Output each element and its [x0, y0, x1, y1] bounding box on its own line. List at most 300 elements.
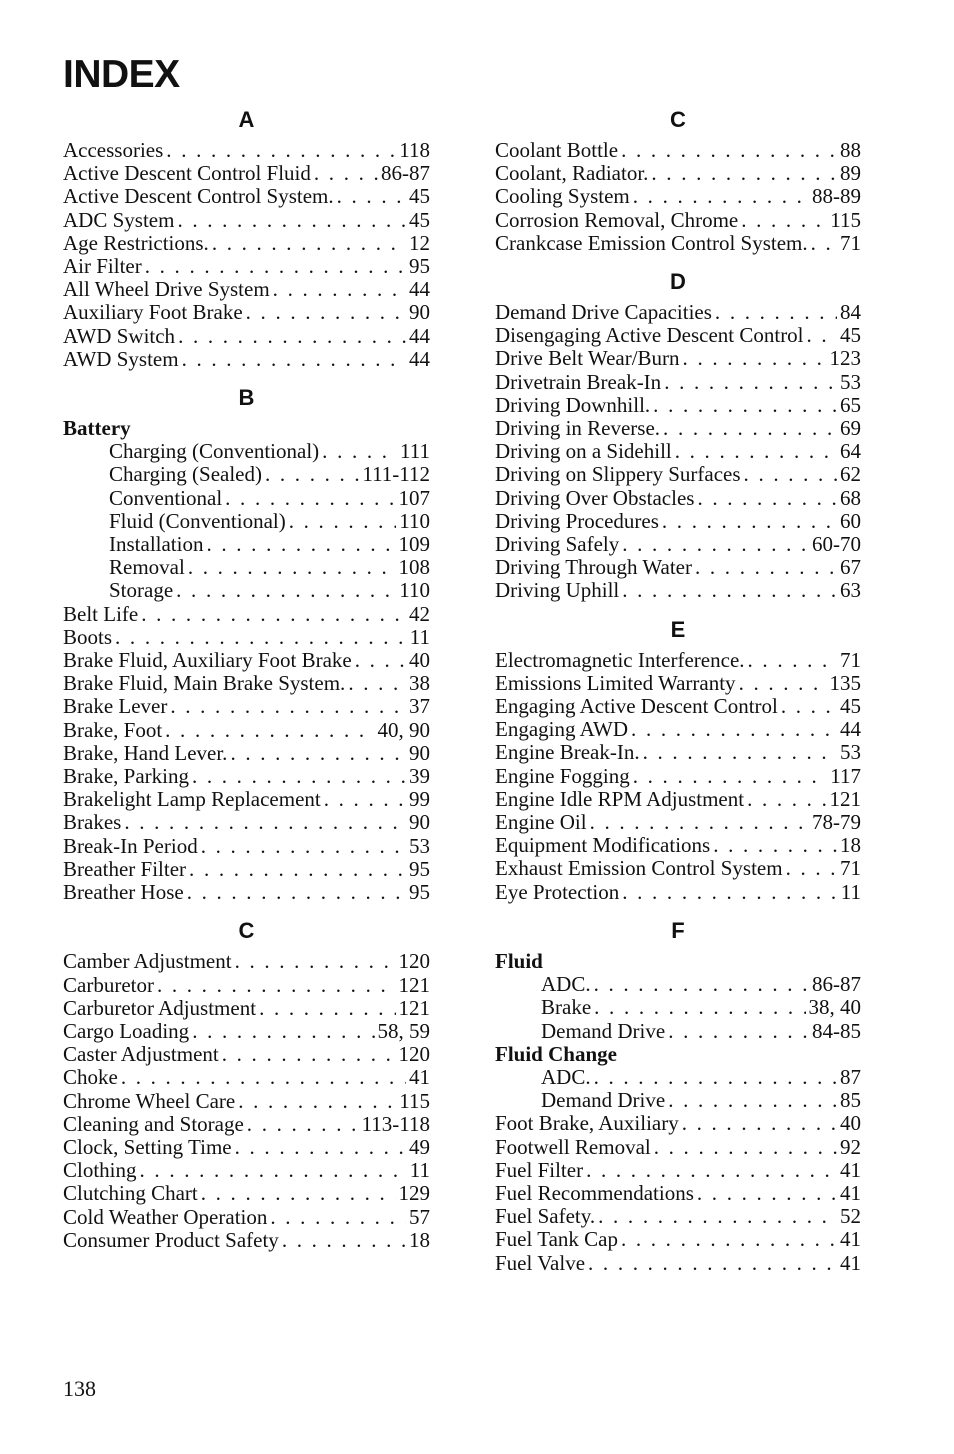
entry-page-ref: 121	[398, 972, 430, 997]
entry-page-ref: 120	[398, 1042, 430, 1067]
entry-page-ref: 84	[840, 300, 861, 325]
index-section-a	[63, 109, 430, 371]
index-entry	[63, 301, 430, 324]
entry-page-ref: 11	[840, 879, 861, 904]
index-section-e	[495, 616, 861, 904]
index-entry	[63, 719, 430, 742]
index-entry	[63, 1229, 430, 1252]
entry-page-ref: 113-118	[361, 1111, 430, 1136]
entry-term: Fuel Valve	[495, 1250, 586, 1275]
dot-leader	[668, 1020, 809, 1043]
dot-leader	[324, 788, 406, 811]
dot-leader	[590, 811, 809, 834]
dot-leader	[189, 858, 406, 881]
dot-leader	[748, 649, 837, 672]
dot-leader	[314, 162, 378, 185]
entry-page-ref: 115	[830, 207, 861, 232]
entry-term: Brake Fluid, Main Brake System.	[63, 671, 346, 696]
dot-leader	[157, 974, 396, 997]
entry-page-ref: 44	[409, 323, 430, 348]
dot-leader	[594, 1066, 837, 1089]
index-entry	[495, 556, 861, 579]
index-subentry	[63, 533, 430, 556]
dot-leader	[192, 1020, 374, 1043]
index-section-b	[63, 387, 430, 904]
index-entry	[495, 394, 861, 417]
entry-page-ref: 135	[829, 670, 861, 695]
entry-page-ref: 58, 59	[377, 1018, 430, 1043]
dot-leader	[222, 1043, 396, 1066]
dot-leader	[695, 556, 837, 579]
entry-term: Breather Filter	[63, 856, 187, 881]
entry-term: Charging (Sealed)	[109, 462, 262, 487]
entry-term: Driving Over Obstacles	[495, 485, 695, 510]
entry-term: Brake, Parking	[63, 764, 189, 789]
entry-term: Brake Lever	[63, 694, 168, 719]
index-entry	[63, 695, 430, 718]
entry-page-ref: 64	[840, 439, 861, 464]
entry-term: Clutching Chart	[63, 1181, 198, 1206]
entry-page-ref: 42	[409, 601, 430, 626]
index-entry	[63, 1182, 430, 1205]
index-entry	[63, 950, 430, 973]
dot-leader	[739, 672, 827, 695]
index-entry	[495, 765, 861, 788]
dot-leader	[675, 440, 837, 463]
entry-page-ref: 53	[409, 833, 430, 858]
index-entry	[495, 1182, 861, 1205]
index-entry	[495, 533, 861, 556]
index-entry	[495, 440, 861, 463]
index-entry	[495, 1228, 861, 1251]
entry-term: Equipment Modifications	[495, 833, 711, 858]
entry-page-ref: 45	[840, 694, 861, 719]
entry-page-ref: 123	[829, 346, 861, 371]
page-number: 138	[63, 1376, 96, 1401]
entry-page-ref: 110	[399, 578, 430, 603]
index-entry	[495, 741, 861, 764]
dot-leader	[786, 857, 837, 880]
entry-term: Driving in Reverse.	[495, 416, 661, 441]
dot-leader	[594, 973, 809, 996]
entry-page-ref: 85	[840, 1088, 861, 1113]
index-subentry	[495, 973, 861, 996]
index-subentry	[495, 1066, 861, 1089]
entry-page-ref: 11	[409, 624, 430, 649]
page-title: INDEX	[63, 53, 180, 96]
dot-leader	[663, 417, 837, 440]
index-subentry	[63, 510, 430, 533]
entry-page-ref: 71	[840, 230, 861, 255]
dot-leader	[715, 301, 837, 324]
index-entry	[495, 1136, 861, 1159]
dot-leader	[225, 487, 395, 510]
entry-term: Corrosion Removal, Chrome	[495, 207, 739, 232]
entry-term: AWD Switch	[63, 323, 176, 348]
entry-term: Foot Brake, Auxiliary	[495, 1111, 679, 1136]
index-entry	[63, 1090, 430, 1113]
index-entry	[63, 742, 430, 765]
index-entry	[495, 232, 861, 255]
entry-term: Engaging AWD	[495, 717, 629, 742]
dot-leader	[348, 672, 406, 695]
index-entry	[495, 324, 861, 347]
entry-page-ref: 86-87	[381, 161, 430, 186]
dot-leader	[176, 579, 396, 602]
entry-term: Cold Weather Operation	[63, 1204, 268, 1229]
index-entry	[63, 1020, 430, 1043]
dot-leader	[811, 232, 837, 255]
index-entry	[495, 788, 861, 811]
entry-term: Driving on a Sidehill	[495, 439, 672, 464]
entry-term: Engine Oil	[495, 810, 587, 835]
entry-term: Removal	[109, 555, 185, 580]
entry-page-ref: 69	[840, 416, 861, 441]
entry-page-ref: 88-89	[812, 184, 861, 209]
index-entry	[63, 997, 430, 1020]
entry-page-ref: 62	[840, 462, 861, 487]
index-entry	[63, 626, 430, 649]
entry-page-ref: 44	[409, 277, 430, 302]
dot-leader	[622, 533, 809, 556]
index-entry	[63, 1066, 430, 1089]
entry-page-ref: 121	[398, 995, 430, 1020]
section-letter: A	[238, 107, 255, 132]
entry-term: Charging (Conventional)	[109, 439, 320, 464]
entry-page-ref: 78-79	[812, 810, 861, 835]
dot-leader	[713, 834, 837, 857]
entry-term: Cleaning and Storage	[63, 1111, 244, 1136]
entry-page-ref: 90	[409, 300, 430, 325]
index-section-f	[495, 917, 861, 1275]
entry-term: Cooling System	[495, 184, 630, 209]
section-letter: C	[238, 918, 255, 944]
entry-term: Electromagnetic Interference.	[495, 647, 745, 672]
dot-leader	[622, 579, 837, 602]
entry-term: Choke	[63, 1065, 118, 1090]
entry-page-ref: 44	[409, 346, 430, 371]
entry-term: Carburetor Adjustment	[63, 995, 257, 1020]
entry-term: ADC System	[63, 207, 175, 232]
dot-leader	[621, 139, 837, 162]
dot-leader	[355, 649, 406, 672]
entry-page-ref: 63	[840, 578, 861, 603]
index-entry	[495, 510, 861, 533]
dot-leader	[201, 1182, 396, 1205]
index-entry	[63, 649, 430, 672]
index-entry	[63, 348, 430, 371]
entry-term: Demand Drive	[541, 1088, 666, 1113]
entry-term: Belt Life	[63, 601, 139, 626]
dot-leader	[598, 1205, 837, 1228]
index-section-d	[495, 271, 861, 603]
entry-page-ref: 41	[840, 1250, 861, 1275]
entry-term: Camber Adjustment	[63, 949, 232, 974]
entry-term: Fuel Filter	[495, 1157, 584, 1182]
entry-page-ref: 121	[829, 786, 861, 811]
index-column-right	[495, 105, 861, 1275]
dot-leader	[140, 1159, 407, 1182]
entry-page-ref: 38	[409, 671, 430, 696]
entry-page-ref: 120	[398, 949, 430, 974]
entry-term: Brake, Hand Lever.	[63, 740, 228, 765]
entry-page-ref: 90	[409, 740, 430, 765]
entry-term: Disengaging Active Descent Control	[495, 323, 804, 348]
entry-term: Installation	[109, 532, 204, 557]
entry-term: Exhaust Emission Control System	[495, 856, 783, 881]
entry-term: Coolant Bottle	[495, 138, 619, 162]
dot-leader	[235, 1136, 406, 1159]
dot-leader	[265, 463, 359, 486]
dot-leader	[188, 556, 396, 579]
entry-term: Demand Drive Capacities	[495, 300, 712, 325]
dot-leader	[230, 742, 406, 765]
entry-term: Engine Fogging	[495, 763, 630, 788]
entry-term: Brake Fluid, Auxiliary Foot Brake	[63, 648, 352, 673]
entry-term: Storage	[109, 578, 174, 603]
entry-page-ref: 95	[409, 880, 430, 905]
entry-term: Caster Adjustment	[63, 1042, 219, 1067]
entry-page-ref: 40, 90	[377, 717, 430, 742]
entry-page-ref: 41	[840, 1157, 861, 1182]
dot-leader	[633, 765, 828, 788]
entry-page-ref: 109	[398, 532, 430, 557]
index-entry	[495, 209, 861, 232]
dot-leader	[744, 463, 837, 486]
dot-leader	[273, 278, 406, 301]
section-letter: D	[670, 269, 686, 295]
entry-term: Engaging Active Descent Control	[495, 694, 778, 719]
index-entry	[495, 881, 861, 904]
index-subentry	[63, 487, 430, 510]
index-entry	[63, 232, 430, 255]
entry-term: Coolant, Radiator.	[495, 161, 649, 186]
entry-term: Driving Safely	[495, 532, 620, 557]
dot-leader	[238, 1090, 396, 1113]
index-section-c	[495, 109, 861, 255]
entry-page-ref: 57	[409, 1204, 430, 1229]
entry-page-ref: 90	[409, 810, 430, 835]
dot-leader	[121, 1066, 406, 1089]
entry-term: Brake	[541, 995, 592, 1020]
entry-term: Break-In Period	[63, 833, 198, 858]
dot-leader	[247, 1113, 359, 1136]
index-entry	[63, 1136, 430, 1159]
entry-term: All Wheel Drive System	[63, 277, 270, 302]
entry-term: Brakes	[63, 810, 122, 835]
index-column-left	[63, 105, 430, 1252]
index-entry	[63, 278, 430, 301]
entry-term: Footwell Removal	[495, 1134, 651, 1159]
index-entry	[63, 185, 430, 208]
index-entry	[495, 1252, 861, 1275]
index-subentry	[63, 463, 430, 486]
entry-term: Demand Drive	[541, 1018, 666, 1043]
dot-leader	[586, 1159, 837, 1182]
entry-page-ref: 11	[409, 1158, 430, 1183]
dot-leader	[289, 510, 397, 533]
dot-leader	[594, 996, 805, 1019]
entry-term: AWD System	[63, 346, 179, 371]
entry-term: Chrome Wheel Care	[63, 1088, 236, 1113]
entry-page-ref: 52	[840, 1204, 861, 1229]
entry-term: Fuel Safety.	[495, 1204, 596, 1229]
entry-term: Clothing	[63, 1158, 137, 1183]
index-entry	[63, 1113, 430, 1136]
dot-leader	[683, 347, 827, 370]
entry-term: Eye Protection	[495, 879, 620, 904]
entry-term: Drive Belt Wear/Burn	[495, 346, 680, 371]
entry-page-ref: 71	[840, 856, 861, 881]
dot-leader	[651, 162, 837, 185]
entry-page-ref: 45	[840, 323, 861, 348]
entry-term: Engine Break-In.	[495, 740, 640, 765]
entry-page-ref: 115	[399, 1088, 430, 1113]
entry-page-ref: 41	[840, 1180, 861, 1205]
index-entry	[63, 811, 430, 834]
section-letter: C	[670, 107, 686, 132]
index-group-heading: Fluid	[495, 948, 543, 973]
entry-page-ref: 44	[840, 717, 861, 742]
dot-leader	[653, 394, 837, 417]
entry-page-ref: 118	[399, 138, 430, 162]
entry-page-ref: 39	[409, 764, 430, 789]
dot-leader	[682, 1112, 837, 1135]
index-entry	[63, 255, 430, 278]
entry-term: Driving Uphill	[495, 578, 620, 603]
entry-page-ref: 84-85	[812, 1018, 861, 1043]
index-subentry	[63, 556, 430, 579]
entry-term: Conventional	[109, 485, 223, 510]
entry-term: Driving Through Water	[495, 555, 692, 580]
section-gap	[495, 603, 861, 615]
index-entry	[63, 603, 430, 626]
entry-term: Age Restrictions.	[63, 230, 209, 255]
entry-page-ref: 110	[399, 508, 430, 533]
index-subentry	[495, 1020, 861, 1043]
dot-leader	[187, 881, 406, 904]
entry-term: ADC.	[541, 1064, 591, 1089]
index-entry	[495, 139, 861, 162]
dot-leader	[747, 788, 826, 811]
index-entry	[495, 301, 861, 324]
section-gap	[63, 371, 430, 383]
dot-leader	[282, 1229, 406, 1252]
dot-leader	[165, 719, 374, 742]
entry-page-ref: 117	[830, 763, 861, 788]
entry-page-ref: 45	[409, 184, 430, 209]
entry-term: Brake, Foot	[63, 717, 163, 742]
index-subentry	[495, 996, 861, 1019]
entry-page-ref: 68	[840, 485, 861, 510]
dot-leader	[697, 1182, 837, 1205]
entry-term: Accessories	[63, 138, 164, 162]
dot-leader	[235, 950, 396, 973]
entry-page-ref: 67	[840, 555, 861, 580]
dot-leader	[643, 741, 837, 764]
entry-page-ref: 65	[840, 392, 861, 417]
entry-term: Drivetrain Break-In	[495, 369, 662, 394]
entry-term: Driving Procedures	[495, 508, 659, 533]
dot-leader	[621, 1228, 837, 1251]
dot-leader	[741, 209, 827, 232]
entry-page-ref: 40	[840, 1111, 861, 1136]
section-letter: B	[238, 385, 255, 411]
dot-leader	[622, 881, 838, 904]
index-entry	[63, 672, 430, 695]
entry-page-ref: 40	[409, 648, 430, 673]
index-entry	[63, 788, 430, 811]
entry-term: Fuel Recommendations	[495, 1180, 694, 1205]
entry-term: Crankcase Emission Control System.	[495, 230, 808, 255]
index-entry	[495, 185, 861, 208]
index-entry	[495, 347, 861, 370]
dot-leader	[662, 510, 837, 533]
section-letter: F	[671, 917, 685, 943]
entry-page-ref: 38, 40	[808, 995, 861, 1020]
entry-term: Brakelight Lamp Replacement	[63, 787, 321, 812]
dot-leader	[664, 371, 837, 394]
entry-page-ref: 53	[840, 740, 861, 765]
index-entry	[63, 974, 430, 997]
index-group-heading: Fluid Change	[495, 1041, 617, 1066]
entry-term: Emissions Limited Warranty	[495, 670, 736, 695]
index-entry	[63, 765, 430, 788]
entry-page-ref: 71	[840, 647, 861, 672]
dot-leader	[212, 232, 406, 255]
dot-leader	[246, 301, 406, 324]
entry-page-ref: 12	[409, 230, 430, 255]
index-entry	[495, 579, 861, 602]
entry-term: Engine Idle RPM Adjustment	[495, 786, 745, 811]
dot-leader	[124, 811, 406, 834]
entry-term: Breather Hose	[63, 880, 184, 905]
index-entry	[495, 463, 861, 486]
entry-page-ref: 41	[840, 1227, 861, 1252]
dot-leader	[259, 997, 395, 1020]
dot-leader	[178, 325, 406, 348]
index-entry	[495, 718, 861, 741]
entry-page-ref: 99	[409, 787, 430, 812]
entry-page-ref: 60-70	[812, 532, 861, 557]
entry-page-ref: 45	[409, 207, 430, 232]
entry-page-ref: 92	[840, 1134, 861, 1159]
entry-term: Driving on Slippery Surfaces	[495, 462, 741, 487]
entry-page-ref: 87	[840, 1064, 861, 1089]
index-entry	[63, 1206, 430, 1229]
entry-term: Auxiliary Foot Brake	[63, 300, 243, 325]
dot-leader	[201, 835, 406, 858]
entry-term: Fluid (Conventional)	[109, 508, 286, 533]
index-entry	[495, 695, 861, 718]
entry-page-ref: 86-87	[812, 972, 861, 997]
dot-leader	[654, 1136, 837, 1159]
index-subentry	[495, 1089, 861, 1112]
entry-term: Boots	[63, 624, 113, 649]
entry-term: Consumer Product Safety	[63, 1227, 279, 1252]
dot-leader	[631, 718, 837, 741]
dot-leader	[697, 487, 837, 510]
entry-term: Active Descent Control System.	[63, 184, 334, 209]
section-letter: E	[670, 616, 686, 642]
index-section-c	[63, 920, 430, 1252]
dot-leader	[145, 255, 406, 278]
entry-term: Cargo Loading	[63, 1018, 190, 1043]
entry-page-ref: 88	[840, 138, 861, 162]
index-entry	[495, 857, 861, 880]
dot-leader	[588, 1252, 837, 1275]
section-gap	[495, 904, 861, 916]
